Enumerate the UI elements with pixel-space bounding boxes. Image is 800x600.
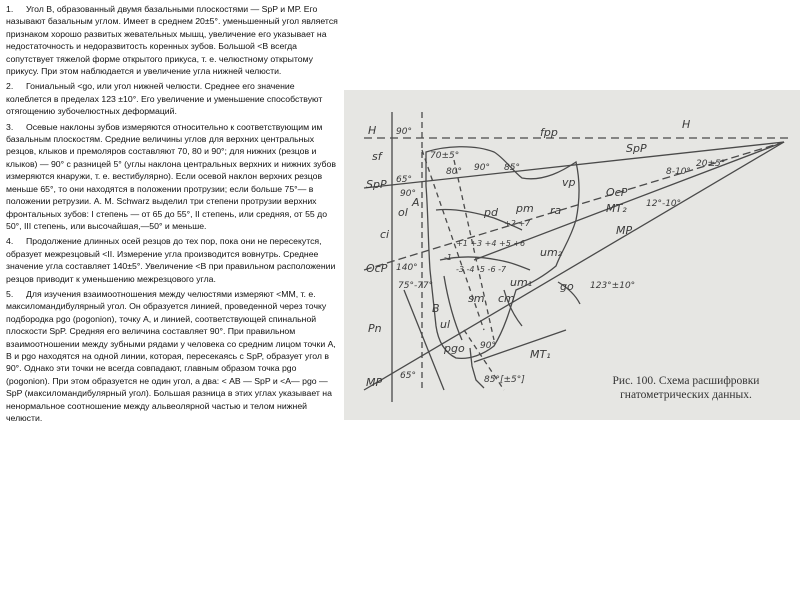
label-mp-right: MP	[616, 224, 633, 237]
label-angle-123: 123°±10°	[590, 281, 636, 291]
label-angle-65-lower: 65°	[400, 371, 416, 381]
label-a: A	[412, 196, 420, 209]
paragraph-text: Осевые наклоны зубов измеряются относительно к соответствующим им базальным плоскостям. Средние величины углов для верхних центральных резцов, клыков и премоляров составляют 70, 80 и 90°; для нижних (резцов и клыков) — 90° с разницей 5° (углы наклона центральных верхних и нижних зубов измеряются кнаружи, т. е. вестибулярно). Если осевой наклон верхних резцов меньше 65°, то они находятся в положении протрузии; если больше 75°— в положении ретрузии. А. М. Schwarz выделил три степени протрузии верхних фронтальных зубов: I степень — от 65 до 55°, II степень, или средняя, от 55 до 50°, III степень, или высочайшая,—50° и меньше.	[6, 121, 336, 231]
label-go: go	[560, 280, 574, 293]
label-sf: sf	[372, 150, 382, 163]
paragraph-5	[6, 288, 341, 424]
label-ra: ra	[550, 204, 562, 217]
label-spp-left: SpP	[366, 178, 387, 191]
paragraph-text: Гониальный <go, или угол нижней челюсти. Среднее его значение колеблется в пределах 123 ±10°. Его увеличение и уменьшение способствуют отягощению зубочелюстных деформаций.	[6, 81, 323, 117]
article-text	[6, 3, 341, 427]
paragraph-number: 1.	[6, 4, 14, 14]
label-angle-140: 140°	[396, 263, 418, 273]
label-angle-90-a: 90°	[400, 189, 416, 199]
label-angle-90-lower: 90°	[480, 341, 496, 351]
label-ocp-right: OcP	[606, 186, 628, 199]
paragraph-number: 2.	[6, 81, 14, 92]
label-ci: ci	[380, 228, 390, 241]
label-angle-85: 85°	[504, 163, 520, 173]
label-pn: Pn	[368, 322, 382, 335]
paragraph-text: Угол В, образованный двумя базальными плоскостями — SpP и МР. Его называют базальным углом. Имеет в среднем 20±5°. уменьшенный угол является признаком хорошо развитых жевательных мышц, увеличение его указывает на недостаточность и недоразвитость коренных зубов. Большой <B всегда сопутствует тяжелой форме открытого прикуса, т. е. челюстному открытому прикусу. При этом наблюдается и увеличение угла нижней челюсти.	[6, 4, 338, 77]
label-angle-65-upper: 65°	[396, 175, 412, 185]
label-tooth-row-upper2: +2 +7	[504, 219, 531, 228]
label-ol: ol	[398, 206, 408, 219]
label-ul: ul	[440, 318, 451, 331]
label-mt1: MT₁	[530, 348, 551, 361]
label-angle-80: 80°	[446, 167, 462, 177]
label-angle-75-77: 75°-77°	[398, 281, 434, 291]
figure-caption: Рис. 100. Схема расшифровки гнатометрических данных.	[612, 375, 760, 401]
label-tooth-row-upper: +1 +3 +4 +5 +6	[456, 239, 526, 248]
paragraph-text: Продолжение длинных осей резцов до тех пор, пока они не пересекутся, образует межрезцовый <II. Измерение угла производится вовнутрь. Среднее значение угла составляет 140±5°. Увеличение <B при правильном расположении резцов приводит к уменьшению межрезцового угла.	[6, 236, 336, 284]
paragraph-number: 5.	[6, 288, 14, 299]
label-angle-90-top: 90°	[396, 127, 412, 137]
label-vp: vp	[562, 176, 576, 189]
label-fpp: fpp	[540, 126, 558, 139]
gnathometric-diagram	[344, 90, 800, 420]
paragraph-1	[6, 3, 341, 77]
label-pd: pd	[484, 206, 498, 219]
paragraph-number: 4.	[6, 236, 14, 247]
label-tooth-row-lower: -3 -4 -5 -6 -7	[456, 265, 507, 274]
gnathometric-figure	[344, 90, 800, 420]
label-angle-20: 20±5°	[696, 159, 726, 169]
label-angle-85-bottom: 85°[±5°]	[484, 375, 525, 385]
paragraph-3	[6, 121, 341, 233]
projection-dashed-2	[454, 160, 494, 340]
label-cm: cm	[498, 292, 515, 305]
label-tooth-row-lower2: -1	[444, 253, 452, 262]
label-angle-90-mid: 90°	[474, 163, 490, 173]
label-b: B	[432, 302, 440, 315]
paragraph-4	[6, 235, 341, 285]
label-angle-8-10: 8-10°	[666, 167, 691, 177]
label-pm: pm	[516, 202, 534, 215]
label-sm: sm	[468, 292, 485, 305]
label-mp-left: MP	[366, 376, 383, 389]
label-h-right: H	[682, 118, 691, 131]
paragraph-number: 3.	[6, 121, 14, 132]
label-h-left: H	[368, 124, 377, 137]
label-pgo: pgo	[444, 342, 465, 355]
label-um1: um₁	[510, 276, 533, 289]
label-angle-12-10: 12°-10°	[646, 199, 682, 209]
label-um2: um₂	[540, 246, 563, 259]
label-angle-70: 70±5°	[430, 151, 460, 161]
label-spp-right: SpP	[626, 142, 647, 155]
paragraph-2	[6, 80, 341, 117]
paragraph-text: Для изучения взаимоотношения между челюстями измеряют <ММ, т. е. максиломандибулярный угол. Он образуется линией, проведенной через точку подбородка pgo (pogonion), точку А, и линией, соответствующей спинальной плоскости SpP. Средняя его величина составляет 90°. При правильном взаимоотношении между зубными рядами у человека со средним лицом точки А, В и pgo находятся на одной линии, которая, пересекаясь с SpP, образует угол в 90°. Однако эти точки не всегда совпадают, главным образом точка pgo (pogonion). При этом образуется не один угол, а два: < АВ — SpP и <А— pgo — SpP (максиломандибулярный угол). Большая разница в этих углах указывает на ненормальное соотношение между альвеолярной частью и телом нижней челюсти.	[6, 288, 336, 423]
label-ocp-left: OcP	[366, 262, 388, 275]
label-mt2: MT₂	[606, 202, 627, 215]
